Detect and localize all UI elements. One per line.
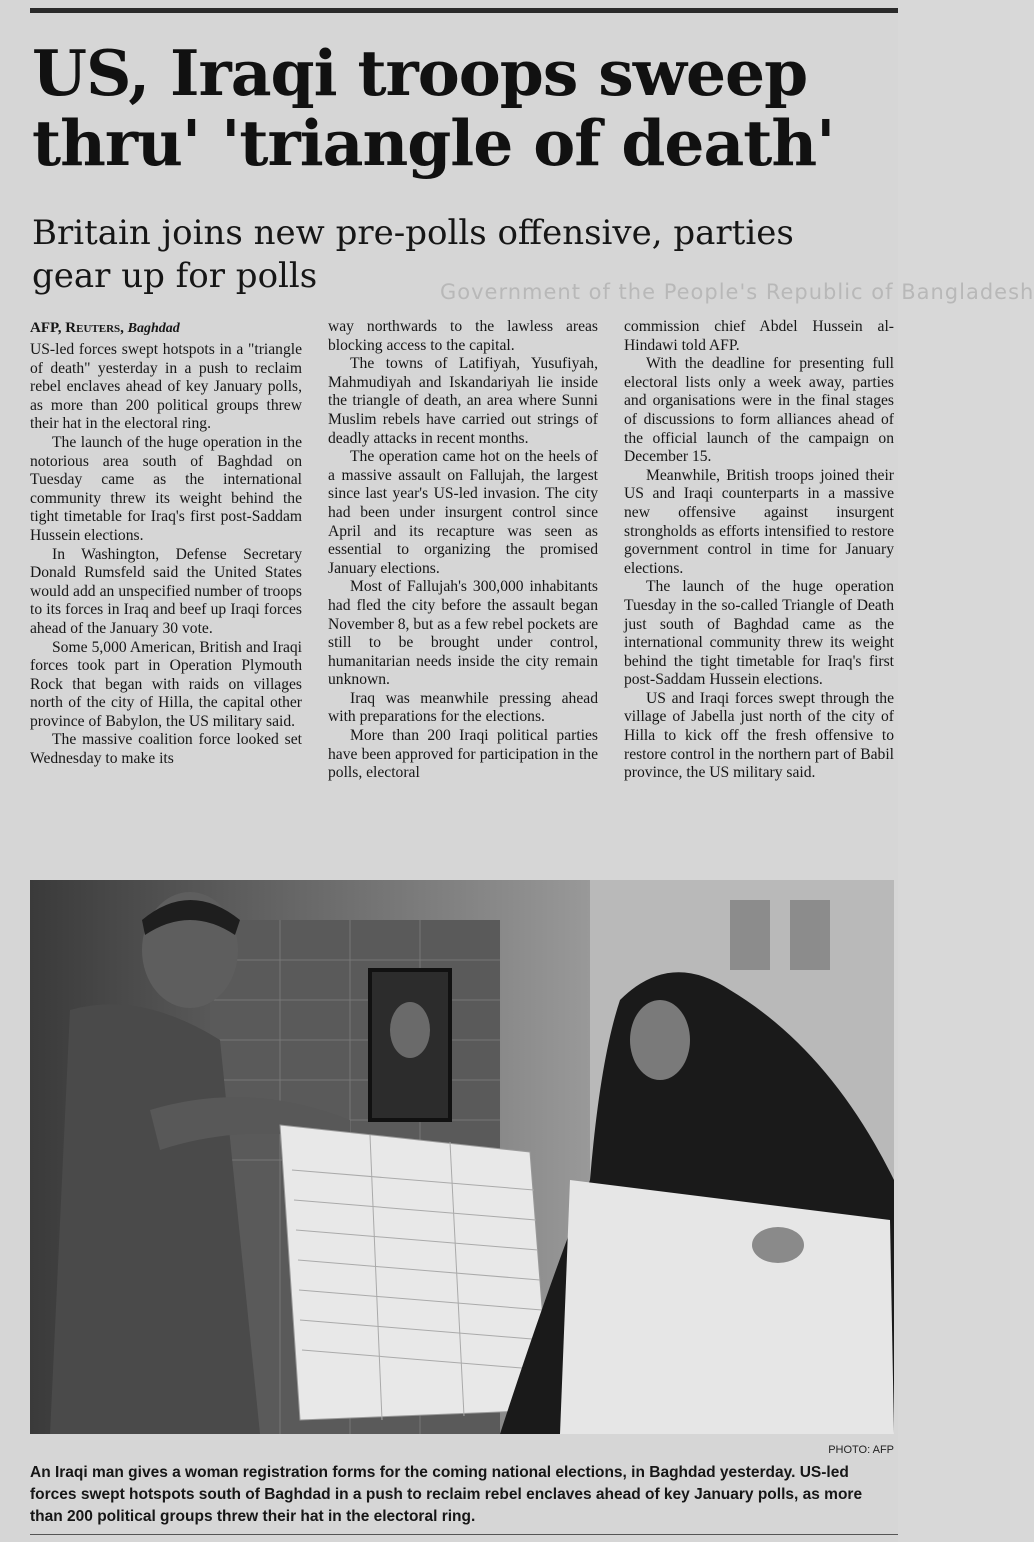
article-paragraph: US-led forces swept hotspots in a "triangle of death" yesterday in a push to reclaim rebel enclaves ahead of key January polls, as more than 200 political groups threw their hat in the electoral ring. xyxy=(30,341,302,433)
article-column-2 xyxy=(328,318,598,783)
article-paragraph-continued: The massive coalition force looked set Wednesday to make its xyxy=(30,731,302,768)
byline-agency: AFP, Reuters, xyxy=(30,320,124,336)
article-paragraph-continuation: commission chief Abdel Hussein al-Hindawi told AFP. xyxy=(624,318,894,354)
bottom-rule xyxy=(30,1534,898,1535)
article-paragraph: Meanwhile, British troops joined their US and Iraqi counterparts in a massive new offensive against insurgent strongholds as efforts intensified to restore government control in time for January elections. xyxy=(624,466,894,577)
article-paragraph: The operation came hot on the heels of a massive assault on Fallujah, the largest since last year's US-led invasion. The city had been under insurgent control since April and its recapture was seen as essential to organizing the promised January elections. xyxy=(328,448,598,577)
article-paragraph: Some 5,000 American, British and Iraqi forces took part in Operation Plymouth Rock that began with raids on villages north of the city of Hilla, the capital other province of Babylon, the US military said. xyxy=(30,638,302,730)
photo-credit: PHOTO: AFP xyxy=(828,1444,894,1456)
article-paragraph: Iraq was meanwhile pressing ahead with preparations for the elections. xyxy=(328,689,598,726)
bleed-through-text: Government of the People's Republic of Bangladesh xyxy=(440,280,1034,304)
article-column-1 xyxy=(30,318,302,769)
top-rule xyxy=(30,8,898,13)
article-paragraph: The towns of Latifiyah, Yusufiyah, Mahmudiyah and Iskandariyah lie inside the triangle of death, an area where Sunni Muslim rebels have carried out strings of deadly attacks in recent months. xyxy=(328,355,598,447)
article-paragraph: US and Iraqi forces swept through the village of Jabella just north of the city of Hilla to kick off the fresh offensive to restore control in the northern part of Babil province, the US military said. xyxy=(624,689,894,782)
woman-hand xyxy=(752,1227,804,1263)
news-photo xyxy=(30,880,894,1434)
photo-caption: An Iraqi man gives a woman registration forms for the coming national elections, in Baghdad yesterday. US-led forces swept hotspots south of Baghdad in a push to reclaim rebel enclaves ahead of key January polls, as more than 200 political groups threw their hat in the electoral ring. xyxy=(30,1464,863,1525)
woman-face xyxy=(630,1000,690,1080)
article-paragraph: The launch of the huge operation in the notorious area south of Baghdad on Tuesday came as the international community threw its weight behind the tight timetable for Iraq's first post-Saddam Hussein elections. xyxy=(30,433,302,544)
article-paragraph: Most of Fallujah's 300,000 inhabitants had fled the city before the assault began November 8, but as a few rebel pockets are still to be brought under control, humanitarian needs inside the city remain unknown. xyxy=(328,578,598,689)
headline: US, Iraqi troops sweep thru' 'triangle of death' xyxy=(32,36,835,180)
photo-illustration xyxy=(30,880,894,1434)
byline xyxy=(30,318,302,339)
article-paragraph: With the deadline for presenting full electoral lists only a week away, parties and organisations were in the final stages of discussions to form alliances ahead of the official launch of the campaign on December 15. xyxy=(624,355,894,466)
article-paragraph-continued: More than 200 Iraqi political parties have been approved for participation in the polls, electoral xyxy=(328,727,598,782)
subheadline: Britain joins new pre-polls offensive, parties gear up for polls xyxy=(32,213,794,296)
article-paragraph: The launch of the huge operation Tuesday in the so-called Triangle of Death just south of Baghdad came as the international community threw its weight behind the tight timetable for Iraq's first post-Saddam Hussein elections. xyxy=(624,578,894,689)
woman-paper xyxy=(560,1180,894,1434)
portrait-face xyxy=(390,1002,430,1058)
building-window xyxy=(790,900,830,970)
building-window xyxy=(730,900,770,970)
article-paragraph: In Washington, Defense Secretary Donald Rumsfeld said the United States would add an unspecified number of troops to its forces in Iraq and beef up Iraqi forces ahead of the January 30 vote. xyxy=(30,545,302,637)
registration-forms xyxy=(280,1125,550,1420)
byline-place: Baghdad xyxy=(127,321,180,336)
article-paragraph-continuation: way northwards to the lawless areas blocking access to the capital. xyxy=(328,318,598,354)
article-column-3 xyxy=(624,318,894,783)
